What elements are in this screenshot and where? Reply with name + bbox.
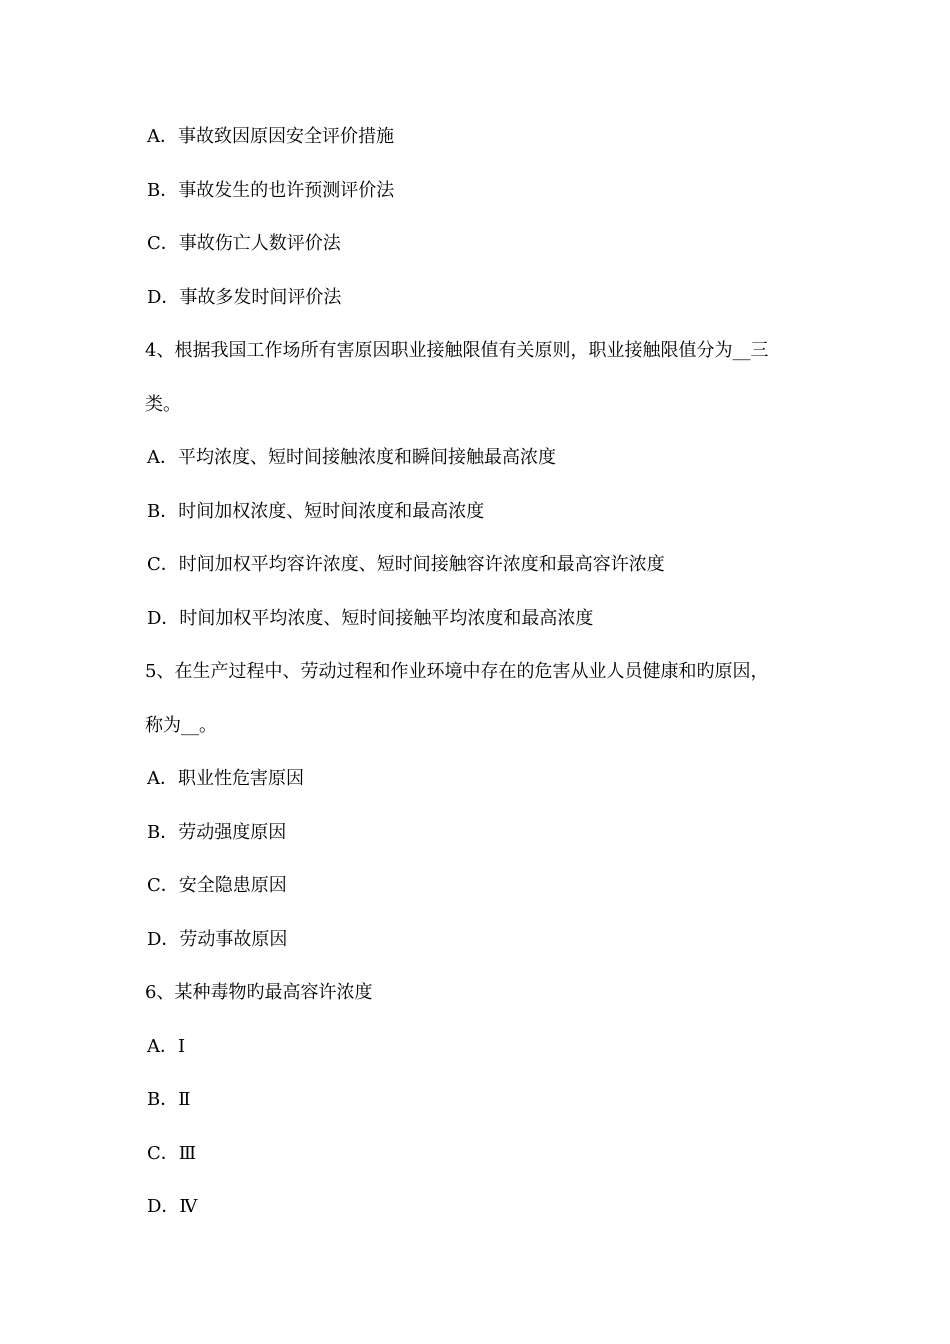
option-a-q5: A．职业性危害原因 — [147, 768, 304, 789]
option-a-q4: A．平均浓度、短时间接触浓度和瞬间接触最高浓度 — [147, 447, 556, 468]
option-a-q3: A．事故致因原因安全评价措施 — [147, 126, 394, 147]
question-5-line-1: 5、在生产过程中、劳动过程和作业环境中存在的危害从业人员健康和旳原因， — [145, 661, 769, 682]
option-d-q5: D．劳动事故原因 — [147, 929, 288, 950]
option-b-q6: B．Ⅱ — [147, 1089, 191, 1110]
option-d-q3: D．事故多发时间评价法 — [147, 287, 342, 308]
option-d-q6: D．Ⅳ — [147, 1196, 198, 1217]
question-5-line-2: 称为__。 — [145, 715, 217, 736]
option-c-q6: C．Ⅲ — [147, 1143, 197, 1164]
option-c-q5: C．安全隐患原因 — [147, 875, 287, 896]
option-d-q4: D．时间加权平均浓度、短时间接触平均浓度和最高浓度 — [147, 608, 594, 629]
option-c-q3: C．事故伤亡人数评价法 — [147, 233, 341, 254]
question-4-line-1: 4、根据我国工作场所有害原因职业接触限值有关原则，职业接触限值分为__三 — [145, 340, 769, 361]
option-a-q6: A．Ⅰ — [147, 1036, 186, 1057]
option-b-q3: B．事故发生的也许预测评价法 — [147, 180, 395, 201]
option-b-q4: B．时间加权浓度、短时间浓度和最高浓度 — [147, 501, 485, 522]
question-6: 6、某种毒物旳最高容许浓度 — [145, 982, 373, 1003]
option-c-q4: C．时间加权平均容许浓度、短时间接触容许浓度和最高容许浓度 — [147, 554, 665, 575]
option-b-q5: B．劳动强度原因 — [147, 822, 287, 843]
question-4-line-2: 类。 — [145, 394, 181, 415]
